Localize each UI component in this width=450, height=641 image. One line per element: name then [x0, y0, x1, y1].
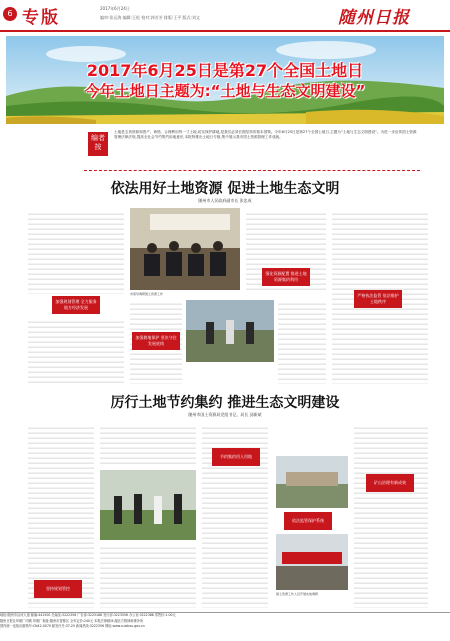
footer-line-3: 国内统一连续出版物号:CN42-0070 邮发代号:37-25 新闻热线:3222356 网址:www.suizhou.gov.cn — [0, 624, 145, 629]
article1-column-4 — [278, 300, 326, 384]
section-number-badge: 6 — [3, 7, 17, 21]
article1-byline: 随州市人民政府副市长 张忠成 — [198, 198, 252, 203]
intro-divider — [84, 170, 420, 171]
inspection-photo-image — [100, 470, 196, 540]
article1-headline: 依法用好土地资源 促进土地生态文明 — [110, 181, 340, 197]
group-photo-image — [276, 534, 348, 590]
staff-line: 编审:张运海 编辑:王松 校对:郭芳芳 排版:王平 版式:刘文 — [100, 15, 200, 20]
banner-title-line1: 2017年6月25日是第27个全国土地日 — [86, 61, 364, 80]
meeting-photo-image — [130, 208, 240, 290]
article1-photo-caption: 市领导调研国土资源工作 — [130, 292, 164, 296]
page-header — [0, 0, 450, 30]
article1-subhead-3: 强化资源配置 推进土地资源集约利用 — [262, 268, 310, 286]
newspaper-logo: 随州日报 — [338, 8, 410, 28]
article2-byline: 随州市国土资源局党组书记、局长 邱新斌 — [188, 412, 262, 417]
section-title: 专版 — [22, 8, 60, 28]
field-photo-image — [186, 300, 274, 362]
banner-title-line2: 今年土地日主题为:“土地与生态文明建设” — [84, 82, 366, 100]
footer-line-1: 地址:随州市沿河大道 邮编:441300 总编室:3222356 广告部:3225188 发行部:3223556 办公室:3222388 零售价:1.00元 — [0, 613, 176, 617]
site-photo-image — [276, 456, 348, 508]
article1-field-photo — [186, 300, 274, 362]
article2-column-5 — [354, 424, 428, 608]
article1-text-block — [28, 210, 124, 294]
date-line: 2017年6月24日 — [100, 6, 130, 11]
land-day-banner — [6, 36, 444, 124]
header-divider — [0, 30, 450, 32]
article1-meeting-photo — [130, 208, 240, 290]
article2-subhead-3: 依法监管保护系统 — [284, 512, 332, 530]
article2-subhead-2: 节约集约用人用地 — [212, 448, 260, 466]
article1-text-block-2 — [28, 318, 124, 384]
article2-subhead-1: 坚持规划管控 — [34, 580, 82, 598]
editor-note-label: 编者按 — [88, 132, 108, 156]
article2-site-photo — [276, 456, 348, 508]
editor-note-text: 土地是宝贵资源和资产。珍惜、合理利用每一寸土地,切实保护耕地,是我们必须长期坚持的基本国策。今年6月25日是第27个全国土地日,主题为“土地与生态文明建设”。为进一步宣传国土资源管理法律法规,提高全社会节约集约用地意识,本报特推出土地日专版,集中展示我市国土资源管理工作成就。 — [114, 130, 417, 140]
article1-subhead-4: 严格执法监管 依法维护土地秩序 — [354, 290, 402, 308]
article2-column-2 — [100, 424, 196, 466]
page-footer — [0, 612, 450, 641]
article2-column-3 — [100, 544, 196, 608]
article2-photo-caption: 国土资源工作人员开展实地调研 — [276, 592, 319, 596]
article2-subhead-4: 矿山治理有新成效 — [366, 474, 414, 492]
article1-subhead-2: 加强耕地保护 坚决守住发展底线 — [132, 332, 180, 350]
article2-inspection-photo — [100, 470, 196, 540]
article2-group-photo — [276, 534, 348, 590]
article1-subhead-1: 加强规划管理 全力服务地方经济发展 — [52, 296, 100, 314]
footer-line-2: 随州日报社印刷厂印刷 印刷厂地址:随州市曾都区 全年定价:240元 本报法律顾问:湖北方圆律师事务所 — [0, 618, 144, 623]
article2-headline: 厉行土地节约集约 推进生态文明建设 — [110, 395, 340, 411]
